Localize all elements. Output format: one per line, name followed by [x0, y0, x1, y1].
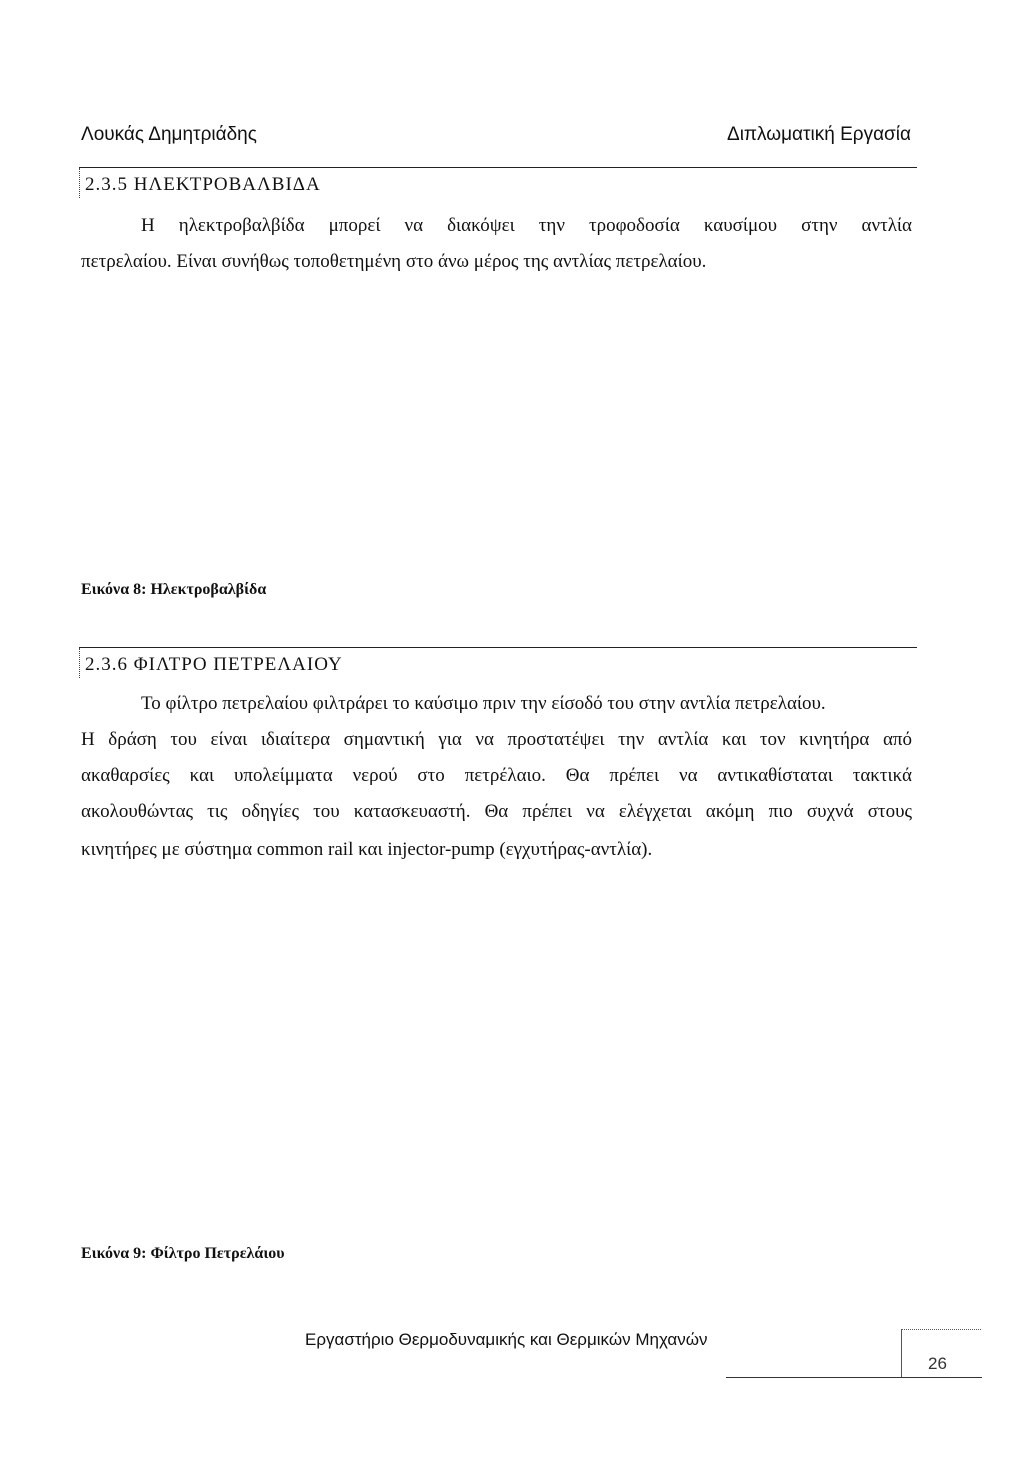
section-heading-236: 2.3.6 ΦΙΛΤΡΟ ΠΕΤΡΕΛΑΙΟΥ	[85, 654, 343, 675]
paragraph-line: πετρελαίου. Είναι συνήθως τοποθετημένη στο άνω μέρος της αντλίας πετρελαίου.	[81, 251, 707, 272]
header-author: Λουκάς Δημητριάδης	[81, 124, 257, 145]
paragraph-line: Η ηλεκτροβαλβίδα μπορεί να διακόψει την τροφοδοσία καυσίμου στην αντλία	[141, 215, 912, 236]
page-box-top	[901, 1329, 981, 1330]
footer-rule	[726, 1377, 982, 1378]
page-number: 26	[928, 1354, 947, 1373]
section-rule-235	[79, 167, 917, 168]
figure-9-image-area	[81, 880, 911, 1230]
footer-lab-name: Εργαστήριο Θερμοδυναμικής και Θερμικών Μηχανών	[305, 1330, 708, 1349]
paragraph-line: Η δράση του είναι ιδιαίτερα σημαντική για να προστατέψει την αντλία και τον κινητήρα από	[81, 729, 912, 750]
section-heading-235: 2.3.5 ΗΛΕΚΤΡΟΒΑΛΒΙΔΑ	[85, 174, 321, 195]
header-doc-type: Διπλωματική Εργασία	[727, 124, 911, 145]
figure-8-image-area	[81, 290, 911, 570]
paragraph-line: Το φίλτρο πετρελαίου φιλτράρει το καύσιμο πριν την είσοδό του στην αντλία πετρελαίου.	[141, 693, 826, 714]
paragraph-line: κινητήρες με σύστημα common rail και injector-pump (εγχυτήρας-αντλία).	[81, 839, 653, 860]
page-box-side	[901, 1329, 902, 1377]
paragraph-line: ακαθαρσίες και υπολείμματα νερού στο πετρέλαιο. Θα πρέπει να αντικαθίσταται τακτικά	[81, 765, 912, 786]
section-rule-236	[79, 647, 917, 648]
section-tick-236	[79, 648, 80, 678]
figure-9-caption: Εικόνα 9: Φίλτρο Πετρελάιου	[81, 1245, 285, 1262]
figure-8-caption: Εικόνα 8: Ηλεκτροβαλβίδα	[81, 581, 267, 598]
paragraph-line: ακολουθώντας τις οδηγίες του κατασκευαστή. Θα πρέπει να ελέγχεται ακόμη πιο συχνά στους	[81, 801, 912, 822]
section-tick-235	[79, 168, 80, 198]
